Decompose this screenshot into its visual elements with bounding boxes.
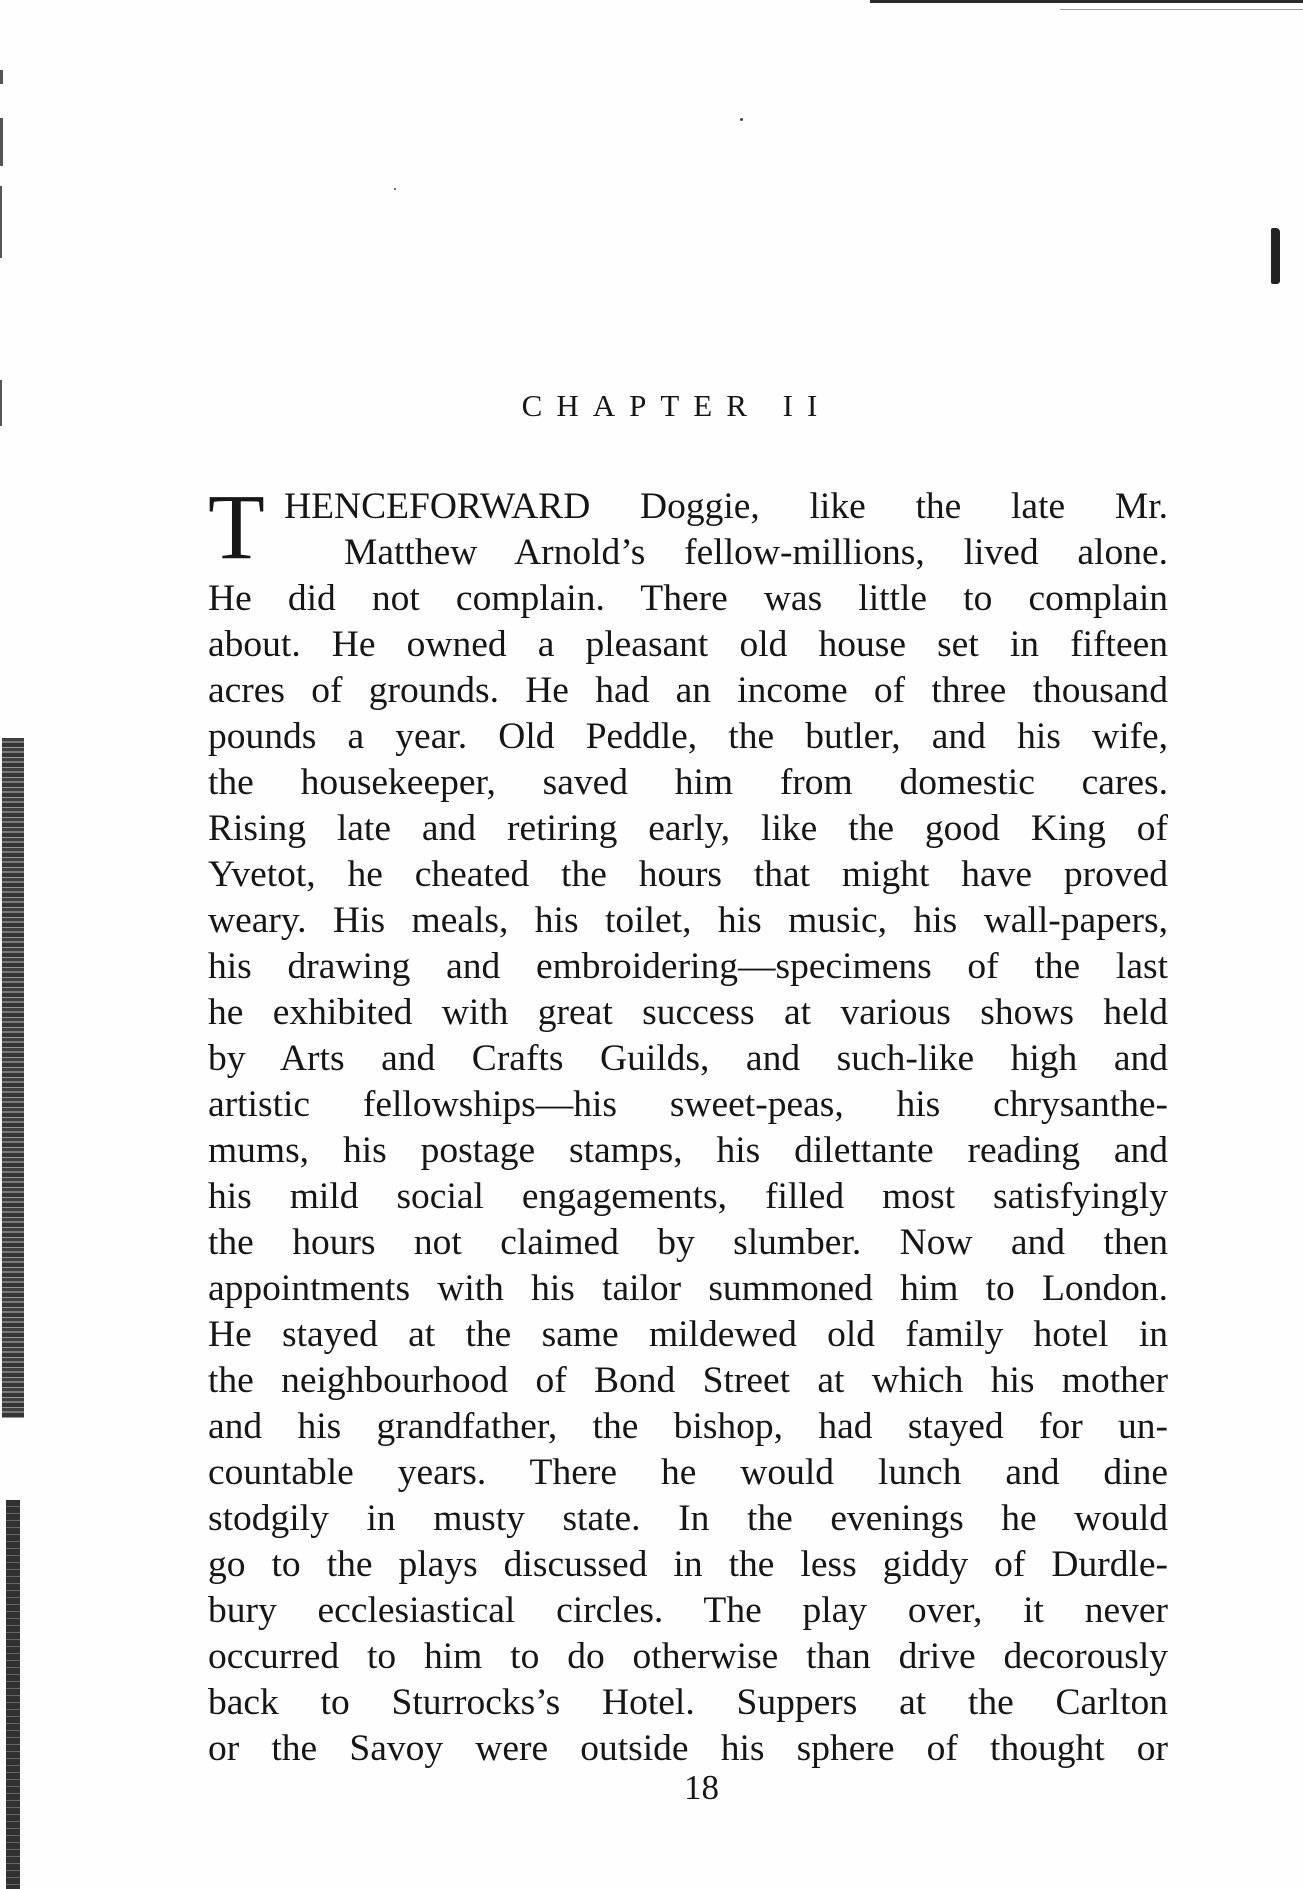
text-line: back to Sturrocks’s Hotel. Suppers at the Carlton bbox=[208, 1682, 1168, 1723]
text-line: acres of grounds. He had an income of three thousand bbox=[208, 670, 1168, 711]
scan-speck bbox=[740, 118, 743, 121]
gutter-artifact bbox=[0, 70, 3, 84]
text-line: appointments with his tailor summoned him to London. bbox=[208, 1268, 1168, 1309]
chapter-heading bbox=[0, 388, 1303, 424]
gutter-shadow bbox=[2, 738, 24, 1418]
gutter-artifact bbox=[0, 186, 2, 258]
text-line: Yvetot, he cheated the hours that might have proved bbox=[208, 854, 1168, 895]
text-line: stodgily in musty state. In the evenings he would bbox=[208, 1498, 1168, 1539]
text-line: and his grandfather, the bishop, had stayed for un- bbox=[208, 1406, 1168, 1447]
text-line: He did not complain. There was little to complain bbox=[208, 578, 1168, 619]
text-line: the neighbourhood of Bond Street at which his mother bbox=[208, 1360, 1168, 1401]
drop-cap: T bbox=[208, 476, 265, 579]
text-line: or the Savoy were outside his sphere of thought or bbox=[208, 1728, 1168, 1769]
text-line: Rising late and retiring early, like the good King of bbox=[208, 808, 1168, 849]
text-line: about. He owned a pleasant old house set in fifteen bbox=[208, 624, 1168, 665]
text-line: He stayed at the same mildewed old family hotel in bbox=[208, 1314, 1168, 1355]
text-line: pounds a year. Old Peddle, the butler, and his wife, bbox=[208, 716, 1168, 757]
gutter-shadow bbox=[6, 1500, 20, 1889]
text-line: HENCEFORWARD Doggie, like the late Mr. bbox=[284, 486, 1168, 527]
text-line: the housekeeper, saved him from domestic cares. bbox=[208, 762, 1168, 803]
text-line: his mild social engagements, filled most satisfyingly bbox=[208, 1176, 1168, 1217]
text-line: artistic fellowships—his sweet-peas, his chrysanthe- bbox=[208, 1084, 1168, 1125]
page-number: 18 bbox=[684, 1768, 719, 1807]
scan-speck bbox=[394, 188, 396, 190]
text-line: countable years. There he would lunch and dine bbox=[208, 1452, 1168, 1493]
text-line: the hours not claimed by slumber. Now and then bbox=[208, 1222, 1168, 1263]
chapter-heading-text: CHAPTER II bbox=[521, 388, 832, 423]
text-line: occurred to him to do otherwise than drive decorously bbox=[208, 1636, 1168, 1677]
body-text bbox=[208, 476, 1168, 1772]
text-line: mums, his postage stamps, his dilettante reading and bbox=[208, 1130, 1168, 1171]
gutter-artifact bbox=[0, 118, 3, 166]
text-line: weary. His meals, his toilet, his music, his wall-papers, bbox=[208, 900, 1168, 941]
page-edge-mark bbox=[1271, 228, 1280, 284]
text-line: go to the plays discussed in the less giddy of Durdle- bbox=[208, 1544, 1168, 1585]
scan-edge-rule bbox=[870, 0, 1303, 3]
text-line: he exhibited with great success at various shows held bbox=[208, 992, 1168, 1033]
text-line: bury ecclesiastical circles. The play over, it never bbox=[208, 1590, 1168, 1631]
text-line: his drawing and embroidering—specimens of the last bbox=[208, 946, 1168, 987]
scan-edge-rule-thin bbox=[1060, 9, 1303, 10]
text-line: Matthew Arnold’s fellow-millions, lived alone. bbox=[344, 532, 1168, 573]
text-line: by Arts and Crafts Guilds, and such-like high and bbox=[208, 1038, 1168, 1079]
